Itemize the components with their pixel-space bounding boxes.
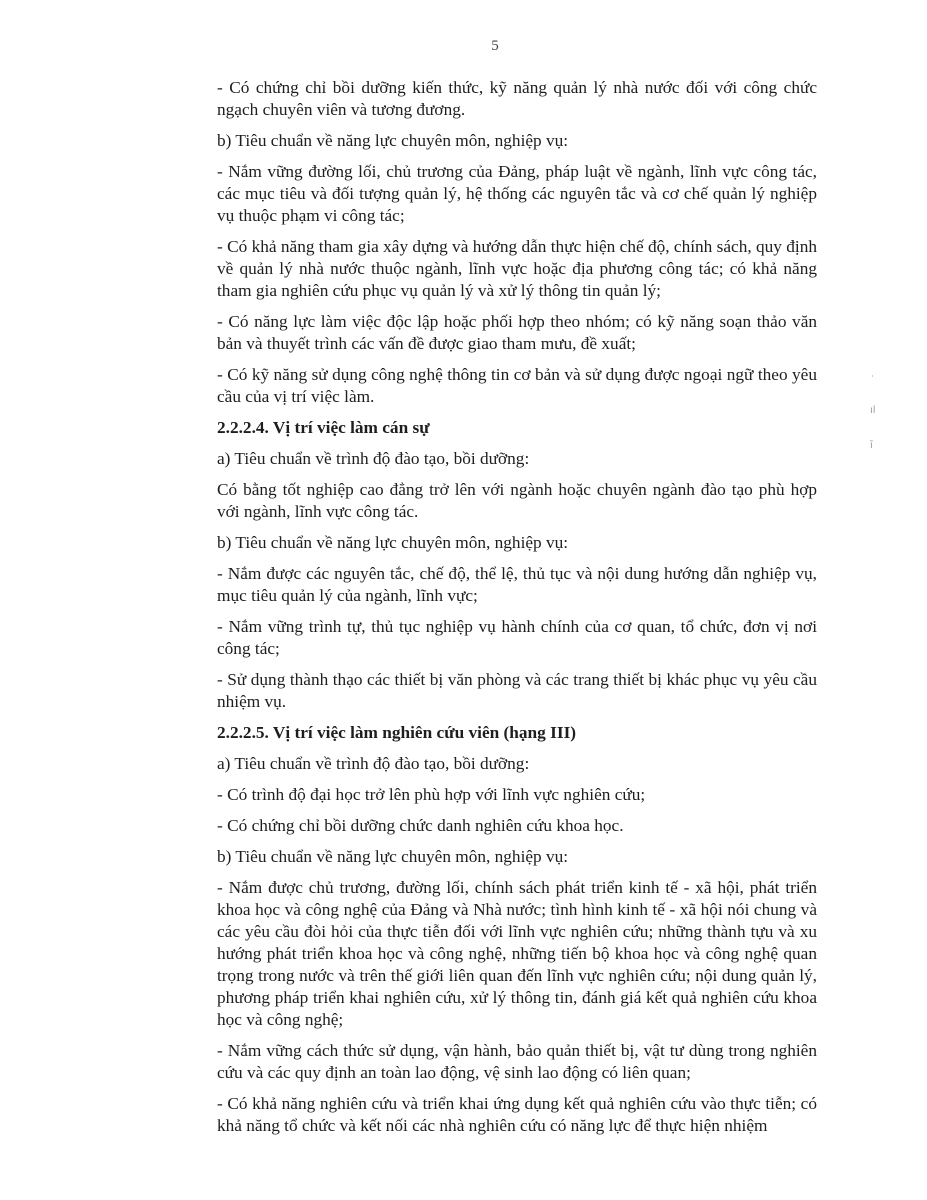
paragraph-competency-heading-2: b) Tiêu chuẩn về năng lực chuyên môn, nghiệp vụ: xyxy=(217,533,569,552)
paragraph-office-equipment: - Sử dụng thành thạo các thiết bị văn phòng và các trang thiết bị khác phục vụ yêu cầu nhiệm vụ. xyxy=(217,670,817,711)
paragraph-research-certificate: - Có chứng chỉ bồi dưỡng chức danh nghiên cứu khoa học. xyxy=(217,816,624,835)
page-number: 5 xyxy=(491,38,499,54)
document-body xyxy=(217,77,817,1146)
paragraph-competency-heading: b) Tiêu chuẩn về năng lực chuyên môn, nghiệp vụ: xyxy=(217,131,569,150)
paragraph-teamwork: - Có năng lực làm việc độc lập hoặc phối hợp theo nhóm; có kỹ năng soạn thảo văn bản và thuyết trình các vấn đề được giao tham mưu, đề xuất; xyxy=(217,312,817,353)
paragraph-principles: - Nắm được các nguyên tắc, chế độ, thể lệ, thủ tục và nội dung hướng dẫn nghiệp vụ, mục tiêu quản lý của ngành, lĩnh vực; xyxy=(217,564,817,605)
scan-edge-mark: ıl xyxy=(870,405,876,416)
paragraph-college-degree: Có bằng tốt nghiệp cao đẳng trở lên với ngành hoặc chuyên ngành đào tạo phù hợp với ngành, lĩnh vực công tác. xyxy=(217,480,817,521)
paragraph-certificate: - Có chứng chỉ bồi dưỡng kiến thức, kỹ năng quản lý nhà nước đối với công chức ngạch chuyên viên và tương đương. xyxy=(217,78,817,119)
paragraph-research-application: - Có khả năng nghiên cứu và triển khai ứng dụng kết quả nghiên cứu vào thực tiễn; có khả năng tổ chức và kết nối các nhà nghiên cứu có năng lực để thực hiện nhiệm xyxy=(217,1094,817,1135)
paragraph-it-skills: - Có kỹ năng sử dụng công nghệ thông tin cơ bản và sử dụng được ngoại ngữ theo yêu cầu của vị trí việc làm. xyxy=(217,365,817,406)
paragraph-university-degree: - Có trình độ đại học trở lên phù hợp với lĩnh vực nghiên cứu; xyxy=(217,785,646,804)
paragraph-training-standard-2: a) Tiêu chuẩn về trình độ đào tạo, bồi dưỡng: xyxy=(217,754,530,773)
paragraph-training-standard: a) Tiêu chuẩn về trình độ đào tạo, bồi dưỡng: xyxy=(217,449,530,468)
paragraph-policy-science: - Nắm được chủ trương, đường lối, chính sách phát triển kinh tế - xã hội, phát triển khoa học và công nghệ của Đảng và Nhà nước; tình hình kinh tế - xã hội nói chung và các yêu cầu đòi hỏi của thực tiễn đối với lĩnh vực nghiên cứu; những thành tựu và xu hướng phát triển khoa học và công nghệ, những tiến bộ khoa học và công nghệ quan trọng trong nước và trên thế giới liên quan đến lĩnh vực nghiên cứu; nội dung quản lý, phương pháp triển khai nghiên cứu, xử lý thông tin, đánh giá kết quả nghiên cứu khoa học và công nghệ; xyxy=(217,878,817,1029)
paragraph-policy-knowledge: - Nắm vững đường lối, chủ trương của Đảng, pháp luật về ngành, lĩnh vực công tác, các mục tiêu và đối tượng quản lý, hệ thống các nguyên tắc và cơ chế quản lý nghiệp vụ thuộc phạm vi công tác; xyxy=(217,162,817,225)
section-heading-can-su: 2.2.2.4. Vị trí việc làm cán sự xyxy=(217,418,430,437)
paragraph-policy-building: - Có khả năng tham gia xây dựng và hướng dẫn thực hiện chế độ, chính sách, quy định về quản lý nhà nước thuộc ngành, lĩnh vực hoặc địa phương công tác; có khả năng tham gia nghiên cứu phục vụ quản lý và xử lý thông tin quản lý; xyxy=(217,237,817,300)
scan-edge-mark: ī xyxy=(870,440,873,451)
scan-edge-mark: ˙ xyxy=(870,375,875,386)
paragraph-equipment-safety: - Nắm vững cách thức sử dụng, vận hành, bảo quản thiết bị, vật tư dùng trong nghiên cứu và các quy định an toàn lao động, vệ sinh lao động có liên quan; xyxy=(217,1041,817,1082)
paragraph-procedures: - Nắm vững trình tự, thủ tục nghiệp vụ hành chính của cơ quan, tổ chức, đơn vị nơi công tác; xyxy=(217,617,817,658)
paragraph-competency-heading-3: b) Tiêu chuẩn về năng lực chuyên môn, nghiệp vụ: xyxy=(217,847,569,866)
section-heading-researcher: 2.2.2.5. Vị trí việc làm nghiên cứu viên (hạng III) xyxy=(217,723,577,742)
